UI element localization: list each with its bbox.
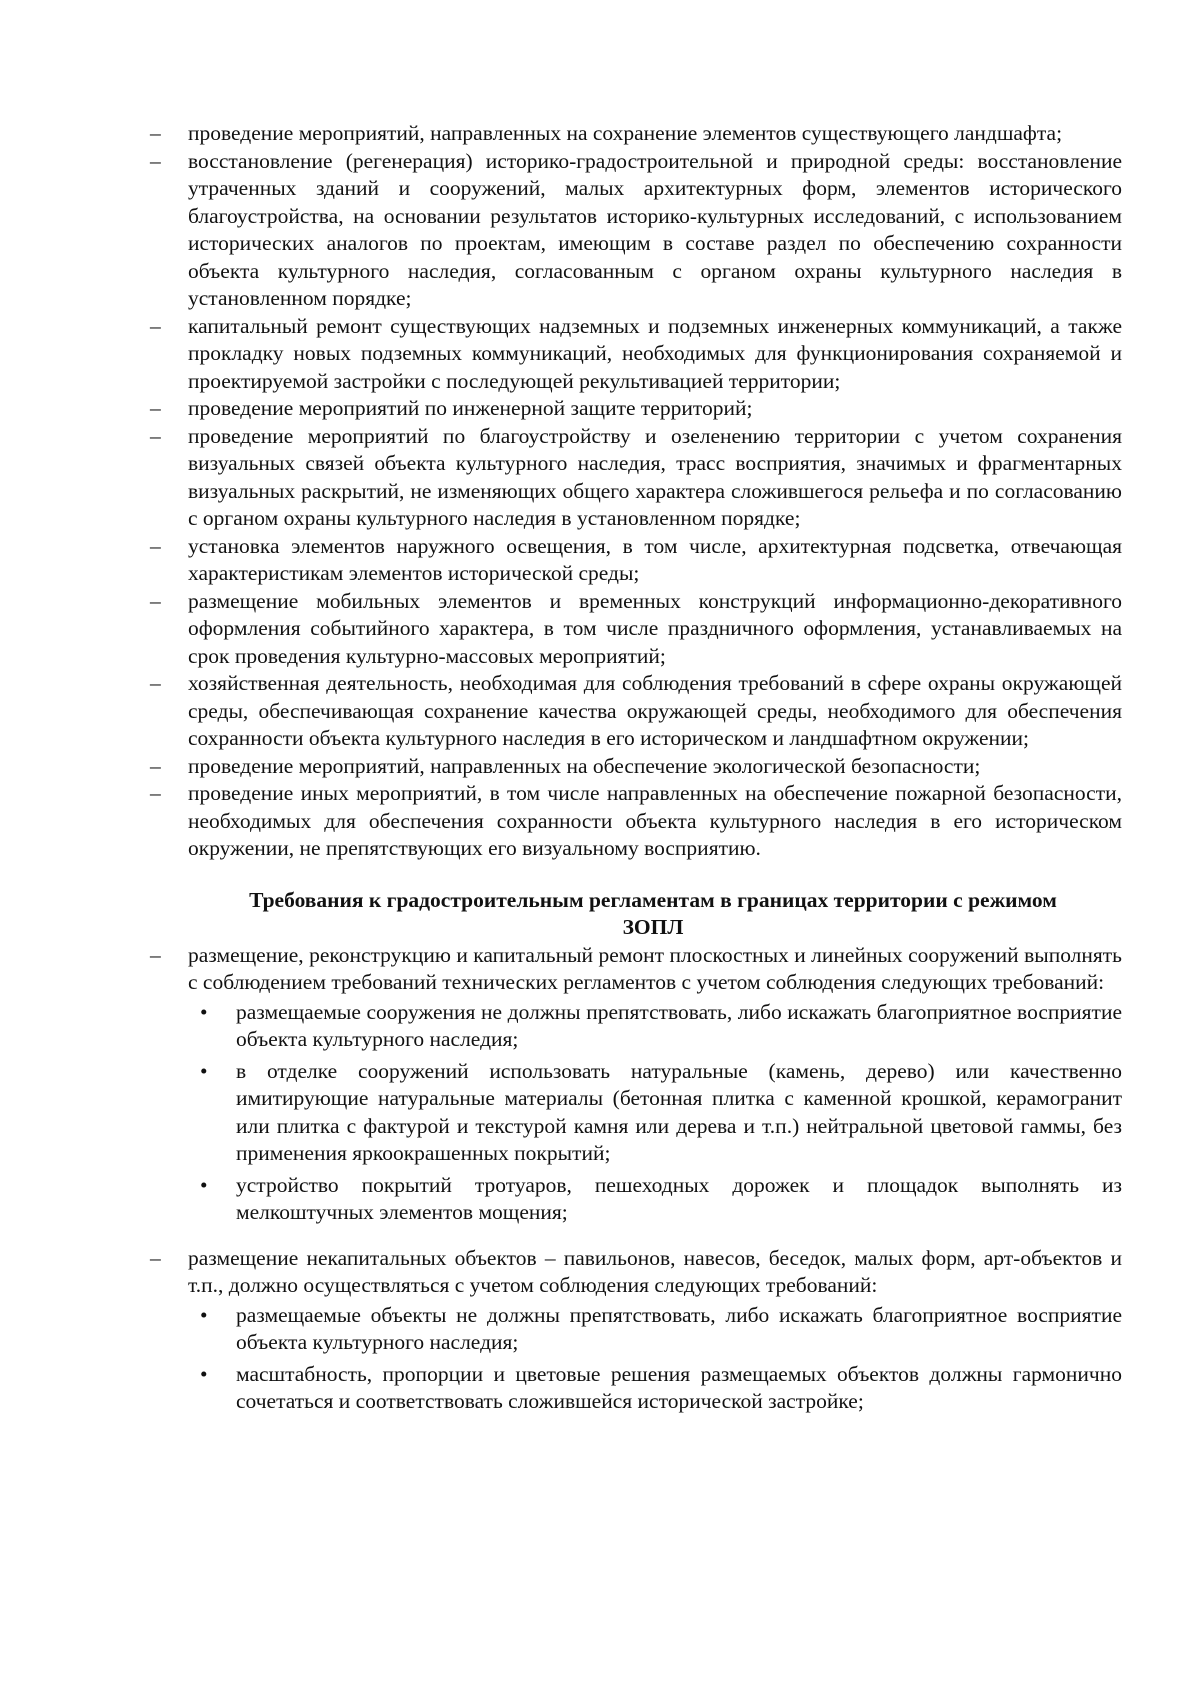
bullet-item: • масштабность, пропорции и цветовые решения размещаемых объектов должны гармонично сочетаться и соответствовать сложившейся исторической застройке;	[200, 1361, 1122, 1413]
bullet-item: • размещаемые сооружения не должны препятствовать, либо искажать благоприятное восприятие объекта культурного наследия;	[200, 999, 1122, 1051]
dash-marker: –	[150, 313, 161, 338]
dash-marker: –	[150, 148, 161, 173]
requirements-group-temporary-objects	[150, 1245, 1122, 1416]
spacer	[150, 1231, 1122, 1245]
bullet-list	[150, 999, 1122, 1227]
section-heading	[150, 887, 1122, 942]
group-lead: – размещение некапитальных объектов – павильонов, навесов, беседок, малых форм, арт-объектов и т.п., должно осуществляться с учетом соблюдения следующих требований:	[150, 1245, 1122, 1297]
bullet-marker: •	[200, 1361, 208, 1386]
dash-marker: –	[150, 781, 161, 805]
list-item: – хозяйственная деятельность, необходимая для соблюдения требований в сфере охраны окружающей среды, обеспечивающая сохранение качества окружающей среды, необходимого для обеспечения сохранности объекта культурного наследия в его историческом и ландшафтном окружении;	[150, 671, 1122, 750]
section-heading-line2: ЗОПЛ	[622, 915, 684, 939]
requirements-group-structures	[150, 942, 1122, 1227]
group-lead: – размещение, реконструкцию и капитальный ремонт плоскостных и линейных сооружений выполнять с соблюдением требований технических регламентов с учетом соблюдения следующих требований:	[150, 942, 1122, 994]
list-item: – проведение мероприятий по благоустройству и озеленению территории с учетом сохранения визуальных связей объекта культурного наследия, трасс восприятия, значимых и фрагментарных визуальных раскрытий, не изменяющих общего характера сложившегося рельефа и по согласованию с органом охраны культурного наследия в установленном порядке;	[150, 423, 1122, 530]
bullet-item: • в отделке сооружений использовать натуральные (камень, дерево) или качественно имитирующие натуральные материалы (бетонная плитка с каменной крошкой, керамогранит или плитка с фактурой и текстурой камня или дерева и т.п.) нейтральной цветовой гаммы, без применения яркоокрашенных покрытий;	[200, 1058, 1122, 1165]
dash-marker: –	[150, 121, 161, 145]
bullet-marker: •	[200, 1172, 208, 1197]
section-heading-line1: Требования к градостроительным регламентам в границах территории с режимом	[249, 887, 1057, 912]
page-content	[150, 120, 1122, 1420]
list-item: – капитальный ремонт существующих надземных и подземных инженерных коммуникаций, а также прокладку новых подземных коммуникаций, необходимых для функционирования сохраняемой и проектируемой застройки с последующей рекультивацией территории;	[150, 313, 1122, 393]
bullet-item: • устройство покрытий тротуаров, пешеходных дорожек и площадок выполнять из мелкоштучных элементов мощения;	[200, 1172, 1122, 1224]
list-item: – проведение мероприятий по инженерной защите территорий;	[150, 395, 1122, 423]
list-item: – восстановление (регенерация) историко-градостроительной и природной среды: восстановление утраченных зданий и сооружений, малых архитектурных форм, элементов исторического благоустройства, на основании результатов историко-культурных исследований, с использованием исторических аналогов по проектам, имеющим в составе раздел по обеспечению сохранности объекта культурного наследия, согласованным с органом охраны культурного наследия в установленном порядке;	[150, 148, 1122, 310]
bullet-marker: •	[200, 999, 208, 1024]
list-item: – установка элементов наружного освещения, в том числе, архитектурная подсветка, отвечающая характеристикам элементов исторической среды;	[150, 533, 1122, 585]
bullet-list	[150, 1302, 1122, 1416]
dash-marker: –	[150, 1245, 161, 1270]
dash-marker: –	[150, 533, 161, 558]
list-item: – проведение мероприятий, направленных на сохранение элементов существующего ландшафта;	[150, 120, 1122, 148]
dash-marker: –	[150, 671, 161, 695]
dash-marker: –	[150, 942, 161, 967]
list-item: – размещение мобильных элементов и временных конструкций информационно-декоративного оформления событийного характера, в том числе праздничного оформления, устанавливаемых на срок проведения культурно-массовых мероприятий;	[150, 588, 1122, 668]
dash-marker: –	[150, 753, 161, 778]
dash-marker: –	[150, 588, 161, 613]
permitted-activities-list	[150, 120, 1122, 863]
bullet-item: • размещаемые объекты не должны препятствовать, либо искажать благоприятное восприятие объекта культурного наследия;	[200, 1302, 1122, 1354]
bullet-marker: •	[200, 1302, 208, 1327]
dash-marker: –	[150, 396, 161, 420]
bullet-marker: •	[200, 1058, 208, 1083]
dash-marker: –	[150, 423, 161, 448]
list-item: – проведение мероприятий, направленных на обеспечение экологической безопасности;	[150, 753, 1122, 781]
list-item: – проведение иных мероприятий, в том числе направленных на обеспечение пожарной безопасности, необходимых для обеспечения сохранности объекта культурного наследия в его историческом окружении, не препятствующих его визуальному восприятию.	[150, 781, 1122, 860]
